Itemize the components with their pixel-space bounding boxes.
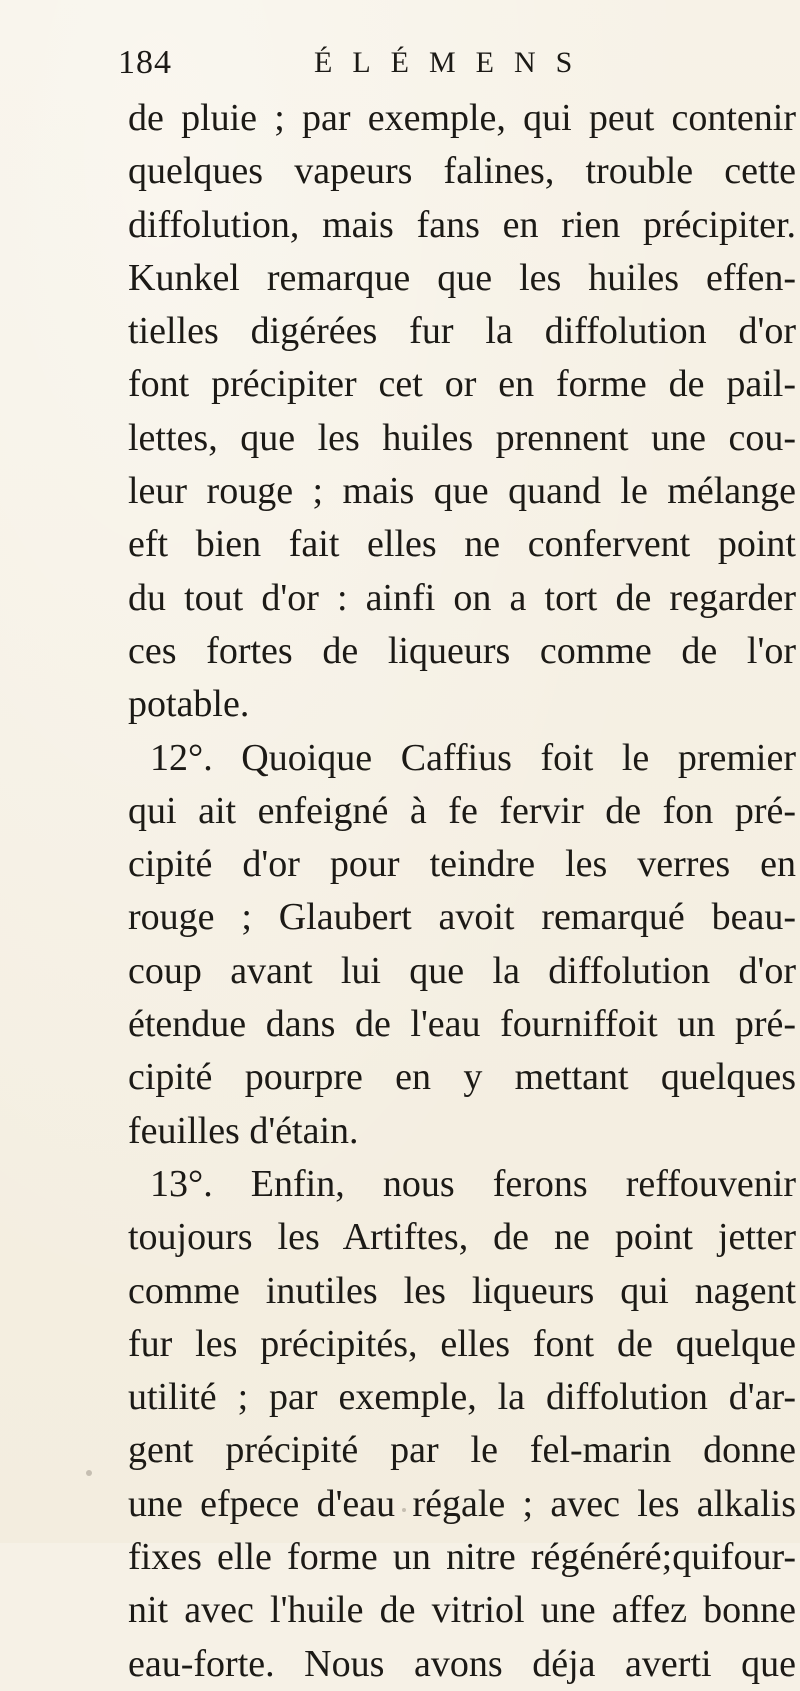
- text-line: du tout d'or : ainfi on a tort de regarder: [128, 576, 796, 619]
- body-text: [128, 92, 796, 1685]
- text-line: quelques vapeurs falines, trouble cette: [128, 150, 796, 193]
- page-header: [118, 40, 788, 86]
- text-line: toujours les Artiftes, de ne point jetter: [128, 1216, 796, 1259]
- text-line: qui ait enfeigné à fe fervir de fon pré-: [128, 789, 796, 832]
- text-line: diffolution, mais fans en rien précipiter.: [128, 203, 796, 246]
- text-line: ces fortes de liqueurs comme de l'or: [128, 629, 796, 672]
- paper-speck: [402, 1508, 406, 1512]
- paragraph-13-first-line: 13°. Enfin, nous ferons reffouvenir: [150, 1162, 796, 1205]
- text-line: fixes elle forme un nitre régénéré;quifour-: [128, 1536, 796, 1579]
- text-line: coup avant lui que la diffolution d'or: [128, 949, 796, 992]
- text-line: lettes, que les huiles prennent une cou-: [128, 416, 796, 459]
- paper-speck: [86, 1470, 92, 1476]
- text-line: utilité ; par exemple, la diffolution d'ar-: [128, 1376, 796, 1419]
- text-line: fur les précipités, elles font de quelque: [128, 1322, 796, 1365]
- text-line: tielles digérées fur la diffolution d'or: [128, 310, 796, 353]
- running-title: ÉLÉMENS: [314, 46, 593, 79]
- text-line: nit avec l'huile de vitriol une affez bonne: [128, 1589, 796, 1632]
- text-line: potable.: [128, 683, 250, 726]
- text-line: font précipiter cet or en forme de pail-: [128, 363, 796, 406]
- text-line: comme inutiles les liqueurs qui nagent: [128, 1269, 796, 1312]
- text-line: de pluie ; par exemple, qui peut contenir: [128, 97, 796, 139]
- text-line: cipité d'or pour teindre les verres en: [128, 843, 796, 886]
- text-line: cipité pourpre en y mettant quelques: [128, 1056, 796, 1099]
- text-line: Kunkel remarque que les huiles effen-: [128, 256, 796, 299]
- text-line: leur rouge ; mais que quand le mélange: [128, 470, 796, 513]
- page-number: 184: [118, 44, 172, 81]
- text-line: eft bien fait elles ne confervent point: [128, 523, 796, 566]
- paragraph-12-first-line: 12°. Quoique Caffius foit le premier: [150, 736, 796, 779]
- text-line: étendue dans de l'eau fourniffoit un pré-: [128, 1003, 796, 1046]
- text-line: gent précipité par le fel-marin donne: [128, 1429, 796, 1472]
- text-line: feuilles d'étain.: [128, 1109, 359, 1152]
- text-line: une efpece d'eau régale ; avec les alkalis: [128, 1482, 796, 1525]
- text-line: eau-forte. Nous avons déja averti que: [128, 1642, 796, 1685]
- text-line: rouge ; Glaubert avoit remarqué beau-: [128, 896, 796, 939]
